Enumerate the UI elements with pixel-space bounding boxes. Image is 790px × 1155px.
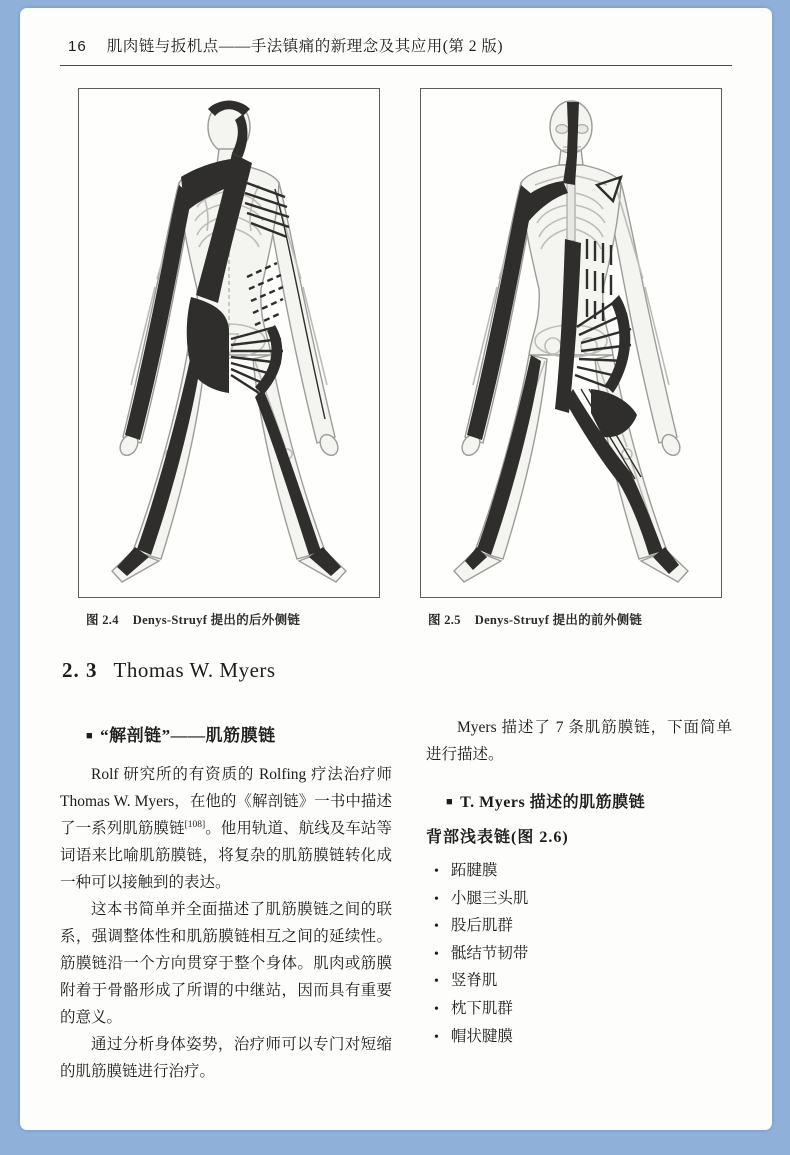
body-paragraph-3: 通过分析身体姿势，治疗师可以专门对短缩的肌筋膜链进行治疗。	[60, 1035, 392, 1080]
chain-item-label: 跖腱膜	[450, 861, 498, 879]
chain-item-label: 股后肌群	[450, 917, 513, 935]
bullet-dot-icon: •	[434, 1029, 439, 1045]
bullet-dot-icon: •	[434, 863, 439, 879]
book-title: 肌肉链与扳机点——手法镇痛的新理念及其应用(第 2 版)	[106, 38, 504, 55]
left-column	[60, 715, 392, 1086]
paragraph-text: Rolf 研究所的有资质的 Rolfing 疗法治疗师 Thomas W. Myers，在他的《解剖链》一书中描述了一系列肌筋膜链	[60, 766, 392, 837]
chain-item-label: 骶结节韧带	[450, 944, 529, 962]
body-paragraph-2: 这本书简单并全面描述了肌筋膜链之间的联系，强调整体性和肌筋膜链相互之间的延续性。筋膜链沿一个方向贯穿于整个身体。肌肉或筋膜附着于骨骼形成了所谓的中继站，因而具有重要的意义。	[60, 900, 392, 1026]
chain-list-item	[426, 912, 732, 940]
subsection-title: “解剖链”——肌筋膜链	[100, 726, 276, 745]
reference-superscript: [108]	[184, 819, 206, 830]
square-bullet-icon: ■	[446, 795, 454, 808]
figure-caption	[428, 610, 722, 628]
bullet-dot-icon: •	[434, 974, 439, 990]
square-bullet-icon: ■	[86, 730, 94, 742]
section-heading	[62, 658, 732, 683]
chain-item-label: 小腿三头肌	[450, 889, 529, 907]
posterior-chain-illustration	[79, 89, 379, 597]
chain-list-item	[426, 940, 732, 968]
subsection-heading-myers-chains	[446, 789, 732, 812]
section-title: Thomas W. Myers	[113, 658, 276, 682]
right-column	[426, 715, 732, 1086]
anterior-chain-illustration	[421, 89, 721, 597]
bullet-dot-icon: •	[434, 891, 439, 907]
caption-text: Denys-Struyf 提出的前外侧链	[474, 613, 643, 627]
bullet-dot-icon: •	[434, 919, 439, 935]
figure-caption	[86, 610, 380, 628]
section-number: 2. 3	[62, 658, 98, 682]
chain-subheading-superficial-back-line: 背部浅表链(图 2.6)	[426, 828, 569, 846]
figure-2-5	[420, 88, 722, 628]
subsection-title: T. Myers 描述的肌筋膜链	[460, 793, 646, 811]
caption-text: Denys-Struyf 提出的后外侧链	[132, 613, 301, 627]
bullet-dot-icon: •	[434, 946, 439, 962]
figures-row	[78, 88, 722, 628]
chain-list-item	[426, 857, 732, 885]
body-paragraph-1	[60, 762, 392, 897]
page-header	[60, 34, 732, 66]
myers-intro-paragraph: Myers 描述了 7 条肌筋膜链，下面简单进行描述。	[426, 719, 732, 763]
book-page	[20, 8, 772, 1130]
chain-list-item	[426, 885, 732, 913]
chain-item-label: 竖脊肌	[450, 972, 498, 990]
paragraph-text: 。他用轨道、航线及车站等词语来比喻肌筋膜链，将复杂的肌筋膜链转化成一种可以接触到的表达。	[60, 819, 392, 891]
chain-list-item	[426, 1023, 732, 1051]
caption-label: 图 2.5	[428, 613, 461, 627]
figure-2-4-frame	[78, 88, 380, 598]
subsection-heading-anatomy-trains	[86, 721, 392, 746]
text-columns	[60, 715, 732, 1086]
chain-item-label: 帽状腱膜	[450, 1027, 513, 1045]
bullet-dot-icon: •	[434, 1002, 439, 1018]
caption-label: 图 2.4	[86, 613, 119, 627]
figure-2-5-frame	[420, 88, 722, 598]
chain-list-item	[426, 995, 732, 1023]
page-number: 16	[68, 38, 87, 55]
chain-list-item	[426, 967, 732, 995]
chain-item-label: 枕下肌群	[450, 1000, 513, 1018]
figure-2-4	[78, 88, 380, 628]
chain-list	[426, 857, 732, 1050]
